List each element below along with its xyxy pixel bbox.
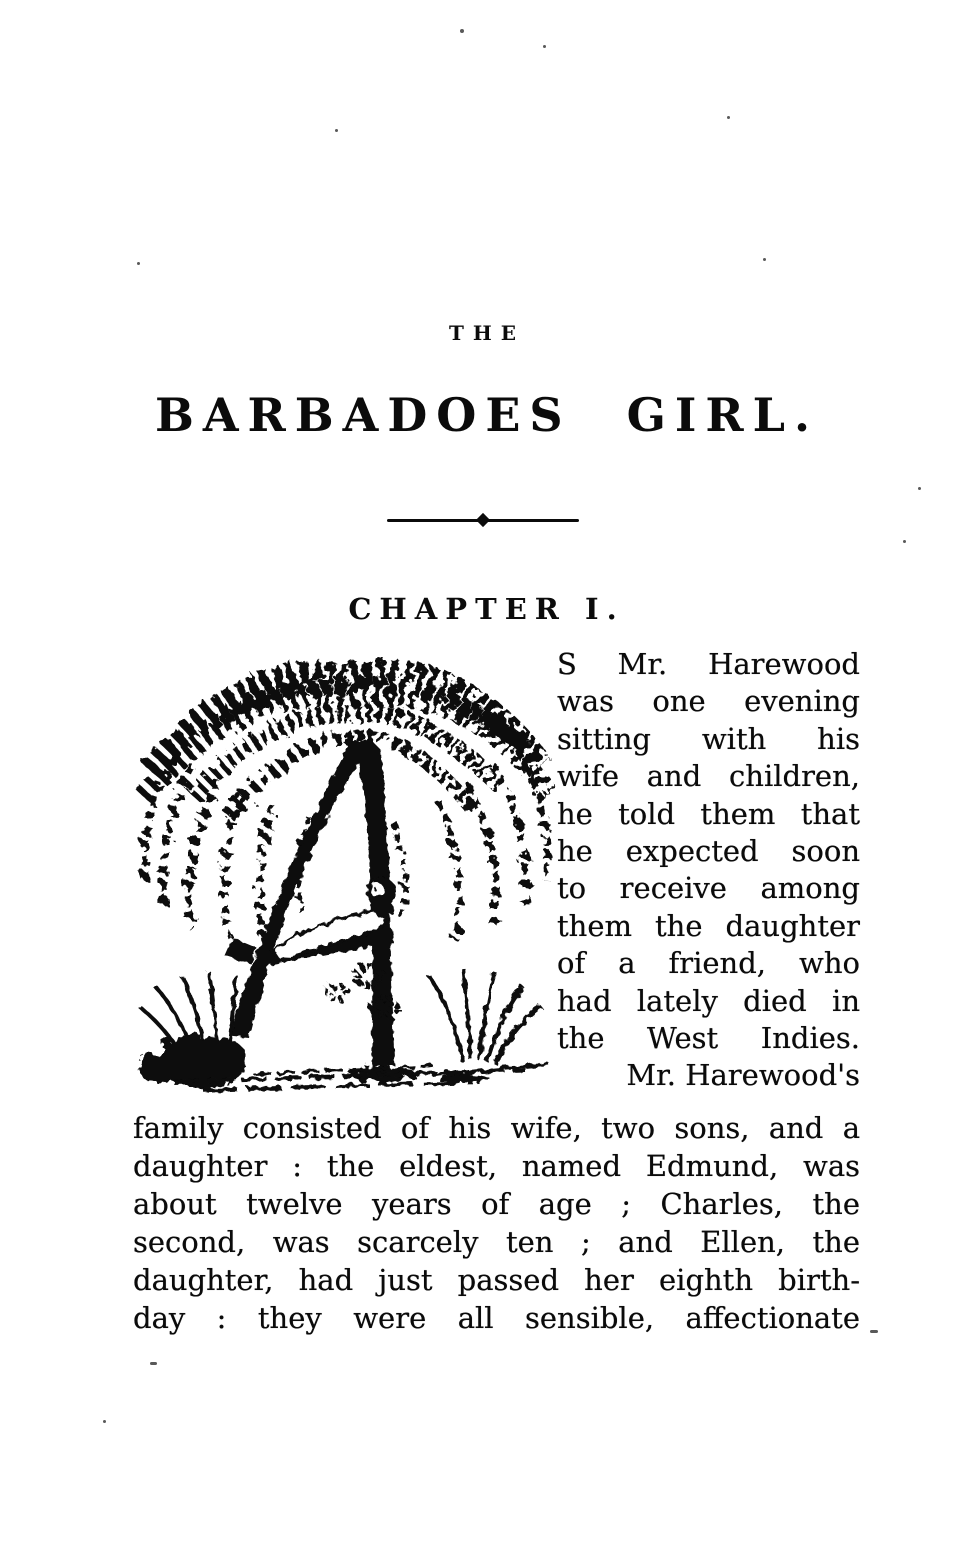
text-line: of a friend, who <box>557 946 860 981</box>
text-line: them the daughter <box>557 908 860 943</box>
text-line: had lately died in <box>557 983 860 1018</box>
text-line: daughter : the eldest, named Edmund, was <box>133 1149 860 1183</box>
text-line: family consisted of his wife, two sons, and a <box>133 1111 860 1145</box>
chapter-heading: CHAPTER I. <box>348 592 625 626</box>
diamond-icon <box>475 513 489 527</box>
woodcut-initial-A-illustration <box>133 646 557 1095</box>
text-line: S Mr. Harewood <box>557 647 860 681</box>
text-line: wife and children, <box>557 759 860 794</box>
wrapped-text-column <box>557 646 860 1095</box>
text-line: was one evening <box>557 684 860 719</box>
full-width-text <box>133 1109 860 1337</box>
paragraph-start-line: Mr. Harewood's <box>626 1058 860 1093</box>
text-line: about twelve years of age ; Charles, the <box>133 1187 860 1221</box>
book-pretitle: THE <box>448 321 526 345</box>
text-line: sitting with his <box>557 721 860 756</box>
tree-letter-A-drawing <box>133 646 557 1095</box>
page-body <box>133 646 860 1337</box>
text-line: he told them that <box>557 796 860 831</box>
text-line: daughter, had just passed her eighth birth- <box>133 1263 860 1297</box>
text-line: day : they were all sensible, affectionate <box>133 1301 860 1335</box>
text-line: to receive among <box>557 871 860 906</box>
text-line: second, was scarcely ten ; and Ellen, the <box>133 1225 860 1259</box>
text-line: the West Indies. <box>557 1020 860 1055</box>
diamond-rule-divider <box>387 514 579 526</box>
book-title: BARBADOES GIRL. <box>154 388 819 442</box>
text-line: he expected soon <box>557 833 860 868</box>
